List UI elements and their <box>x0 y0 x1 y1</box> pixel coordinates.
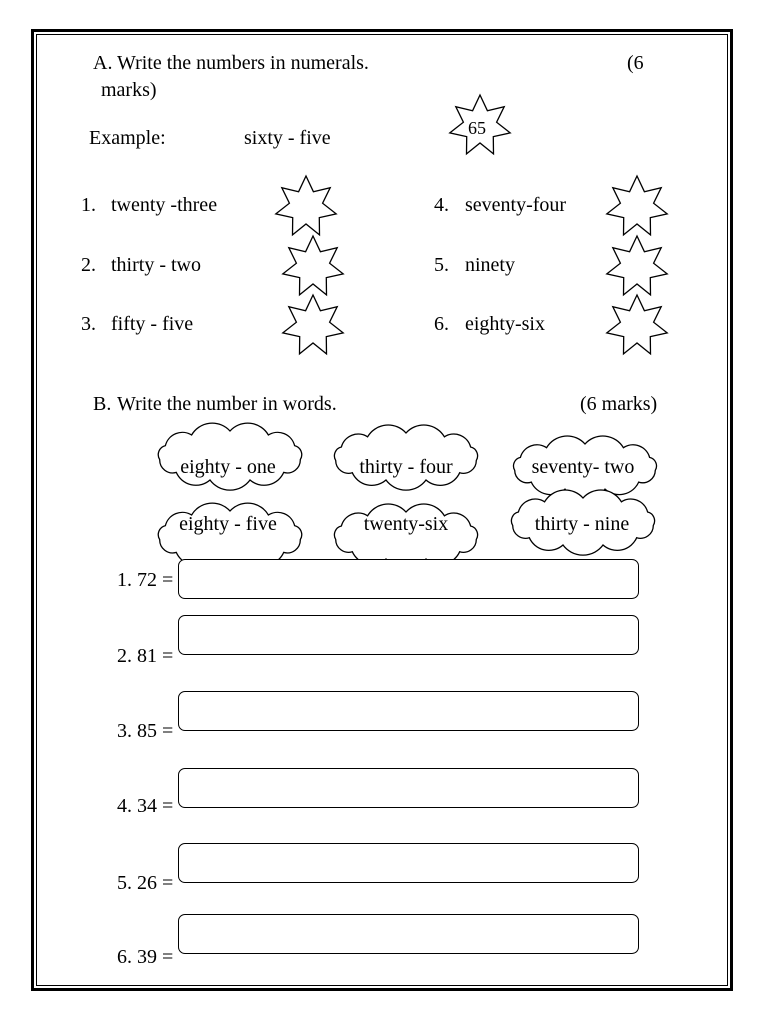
answer-star-3[interactable] <box>279 295 347 357</box>
section-a-letter: A. <box>93 52 113 74</box>
answer-star-2[interactable] <box>279 236 347 298</box>
section-a-instruction: Write the numbers in numerals. <box>117 52 369 74</box>
answer-label: 2. 81 = <box>117 645 174 667</box>
item-word: thirty - two <box>111 254 201 276</box>
word-bank-item: eighty - one <box>180 456 276 478</box>
item-word: eighty-six <box>465 313 545 335</box>
item-word: twenty -three <box>111 194 218 216</box>
answer-star-6[interactable] <box>603 295 671 357</box>
answer-label: 3. 85 = <box>117 720 174 742</box>
word-bank-item: thirty - four <box>359 456 453 478</box>
item-word: seventy-four <box>465 194 567 216</box>
example-label: Example: <box>89 127 166 149</box>
example-answer: 65 <box>468 118 486 138</box>
answer-label: 4. 34 = <box>117 795 174 817</box>
answer-star-4[interactable] <box>603 176 671 238</box>
answer-label: 6. 39 = <box>117 946 174 968</box>
answer-star-1[interactable] <box>272 176 340 238</box>
example-word: sixty - five <box>244 127 331 149</box>
answer-star-5[interactable] <box>603 236 671 298</box>
item-number: 4. <box>434 194 449 216</box>
section-a-marks-close: marks) <box>101 79 157 101</box>
item-number: 2. <box>81 254 96 276</box>
answer-box-3[interactable] <box>178 691 639 731</box>
word-bank-item: eighty - five <box>179 513 277 535</box>
item-word: fifty - five <box>111 313 194 335</box>
answer-label: 5. 26 = <box>117 872 174 894</box>
item-number: 5. <box>434 254 449 276</box>
answer-box-4[interactable] <box>178 768 639 808</box>
word-bank-item: seventy- two <box>531 456 635 478</box>
item-number: 1. <box>81 194 96 216</box>
answer-box-6[interactable] <box>178 914 639 954</box>
item-number: 3. <box>81 313 96 335</box>
item-number: 6. <box>434 313 449 335</box>
section-a-marks-open: (6 <box>627 52 644 74</box>
word-bank-item: twenty-six <box>363 513 449 535</box>
answer-box-1[interactable] <box>178 559 639 599</box>
answer-label: 1. 72 = <box>117 569 174 591</box>
answer-box-5[interactable] <box>178 843 639 883</box>
answer-box-2[interactable] <box>178 615 639 655</box>
section-b-marks: (6 marks) <box>580 393 658 415</box>
section-b-letter: B. <box>93 393 112 415</box>
section-b-instruction: Write the number in words. <box>117 393 337 415</box>
item-word: ninety <box>465 254 515 276</box>
word-bank-item: thirty - nine <box>534 513 630 535</box>
